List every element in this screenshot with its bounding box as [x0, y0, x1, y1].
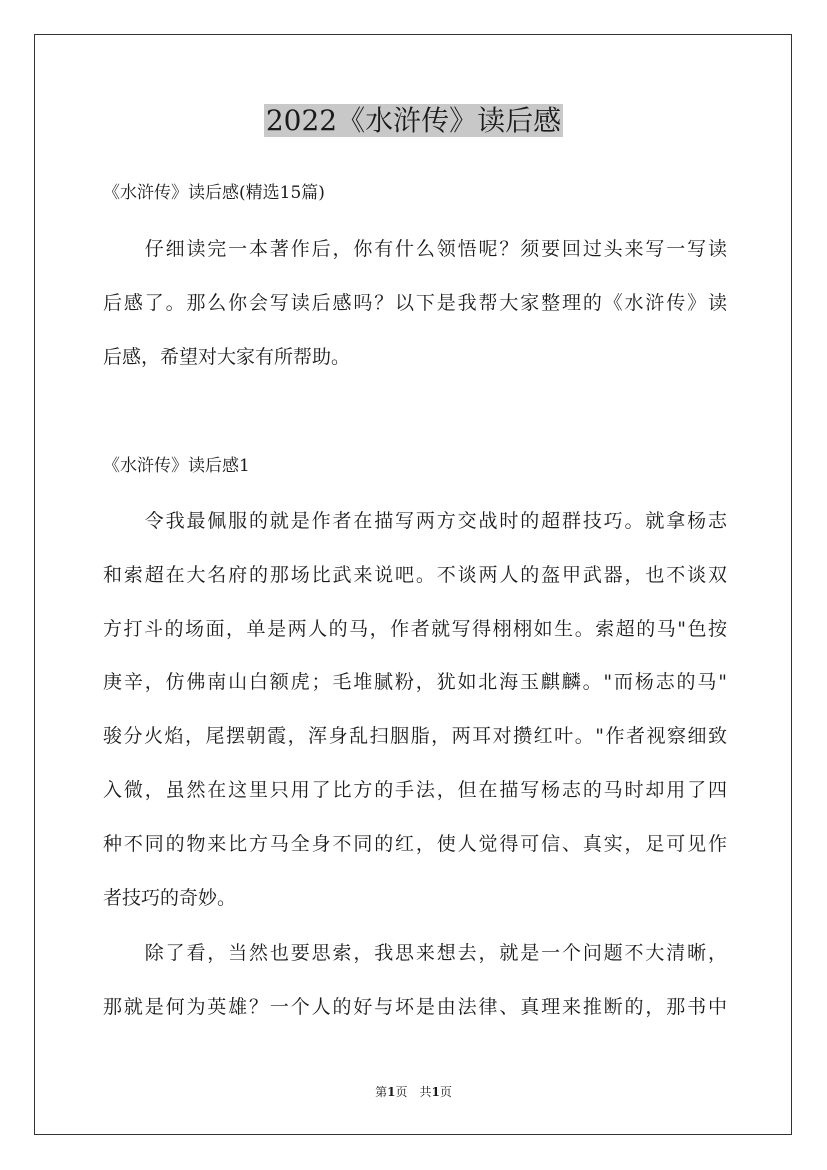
footer-page-mid: 页 共	[395, 1085, 432, 1099]
section-line-6: 入微，虽然在这里只用了比方的手法，但在描写杨志的马时却用了四	[103, 779, 727, 801]
footer-page-current: 1	[387, 1085, 396, 1099]
footer-page-total: 1	[431, 1085, 440, 1099]
section-line-10: 那就是何为英雄？一个人的好与坏是由法律、真理来推断的，那书中	[103, 996, 727, 1018]
footer-page-prefix: 第	[375, 1085, 388, 1099]
section-line-3: 方打斗的场面，单是两人的马，作者就写得栩栩如生。索超的马"色按	[103, 618, 727, 640]
section-line-8: 者技巧的奇妙。	[103, 887, 237, 909]
intro-line-3: 后感，希望对大家有所帮助。	[103, 346, 351, 368]
section-line-7: 种不同的物来比方马全身不同的红，使人觉得可信、真实，足可见作	[103, 833, 727, 855]
intro-line-1: 仔细读完一本著作后，你有什么领悟呢？须要回过头来写一写读	[103, 238, 727, 260]
section-line-1: 令我最佩服的就是作者在描写两方交战时的超群技巧。就拿杨志	[103, 510, 727, 532]
document-title	[0, 100, 827, 141]
document-title-text: 2022《水浒传》读后感	[265, 104, 562, 137]
section-line-4: 庚辛，仿佛南山白额虎；毛堆腻粉，犹如北海玉麒麟。"而杨志的马"	[103, 671, 727, 693]
document-subtitle: 《水浒传》读后感(精选15篇)	[103, 183, 325, 203]
page-footer	[0, 1083, 827, 1100]
section-line-2: 和索超在大名府的那场比武来说吧。不谈两人的盔甲武器，也不谈双	[103, 564, 727, 586]
section-heading: 《水浒传》读后感1	[103, 456, 250, 476]
footer-page-suffix: 页	[439, 1085, 452, 1099]
section-line-5: 骏分火焰，尾摆朝霞，浑身乱扫胭脂，两耳对攒红叶。"作者视察细致	[103, 725, 727, 747]
intro-line-2: 后感了。那么你会写读后感吗？以下是我帮大家整理的《水浒传》读	[103, 292, 727, 314]
section-line-9: 除了看，当然也要思索，我思来想去，就是一个问题不大清晰，	[103, 942, 727, 964]
